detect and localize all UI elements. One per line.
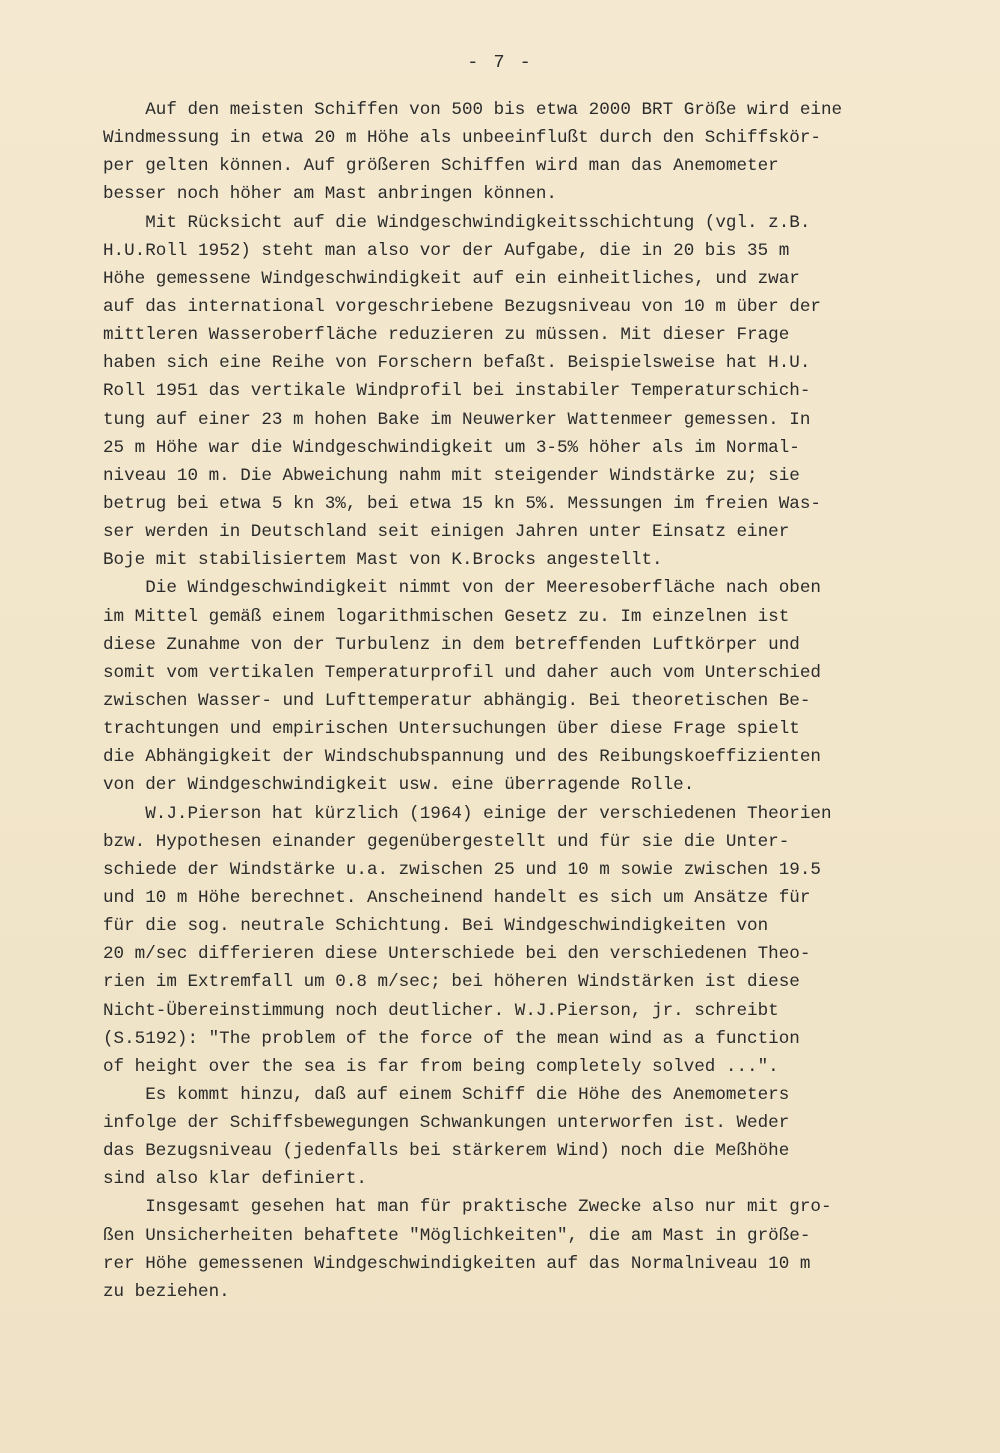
text-line: Die Windgeschwindigkeit nimmt von der Meeresoberfläche nach oben [103, 578, 821, 599]
text-line: Boje mit stabilisiertem Mast von K.Brocks angestellt. [103, 550, 663, 571]
text-line: Auf den meisten Schiffen von 500 bis etwa 2000 BRT Größe wird eine [103, 100, 843, 120]
text-line: Nicht-Übereinstimmung noch deutlicher. W.J.Pierson, jr. schreibt [103, 1000, 779, 1021]
text-line: Roll 1951 das vertikale Windprofil bei instabiler Temperaturschich- [103, 381, 811, 402]
text-line: per gelten können. Auf größeren Schiffen wird man das Anemometer [103, 156, 779, 177]
text-line: diese Zunahme von der Turbulenz in dem betreffenden Luftkörper und [103, 634, 800, 655]
text-line: von der Windgeschwindigkeit usw. eine überragende Rolle. [103, 775, 695, 796]
text-line: (S.5192): "The problem of the force of the mean wind as a function [103, 1028, 800, 1049]
text-line: und 10 m Höhe berechnet. Anscheinend handelt es sich um Ansätze für [103, 887, 811, 908]
text-line: mittleren Wasseroberfläche reduzieren zu müssen. Mit dieser Frage [103, 325, 790, 346]
text-line: somit vom vertikalen Temperaturprofil und daher auch vom Unterschied [103, 662, 821, 683]
text-line: für die sog. neutrale Schichtung. Bei Windgeschwindigkeiten von [103, 916, 769, 937]
paragraph-6 [103, 1193, 903, 1306]
text-line: trachtungen und empirischen Untersuchungen über diese Frage spielt [103, 719, 800, 740]
text-line: Insgesamt gesehen hat man für praktische Zwecke also nur mit gro- [103, 1197, 832, 1218]
text-line: bzw. Hypothesen einander gegenübergestellt und für sie die Unter- [103, 831, 790, 852]
text-line: die Abhängigkeit der Windschubspannung und des Reibungskoeffizienten [103, 747, 821, 768]
text-line: im Mittel gemäß einem logarithmischen Gesetz zu. Im einzelnen ist [103, 606, 790, 627]
paragraph-3 [103, 574, 903, 799]
text-line: zu beziehen. [103, 1281, 230, 1302]
text-line: 25 m Höhe war die Windgeschwindigkeit um 3-5% höher als im Normal- [103, 437, 800, 458]
text-line: rer Höhe gemessenen Windgeschwindigkeiten auf das Normalniveau 10 m [103, 1253, 811, 1274]
text-line: das Bezugsniveau (jedenfalls bei stärkerem Wind) noch die Meßhöhe [103, 1141, 790, 1162]
text-line: Mit Rücksicht auf die Windgeschwindigkeitsschichtung (vgl. z.B. [103, 212, 811, 233]
paragraph-5 [103, 1081, 903, 1194]
page-number: - 7 - [467, 52, 533, 73]
text-line: of height over the sea is far from being completely solved ...". [103, 1056, 779, 1077]
text-line: niveau 10 m. Die Abweichung nahm mit steigender Windstärke zu; sie [103, 465, 800, 486]
text-line: rien im Extremfall um 0.8 m/sec; bei höheren Windstärken ist diese [103, 972, 800, 993]
text-line: sind also klar definiert. [103, 1169, 367, 1190]
text-line: ßen Unsicherheiten behaftete "Möglichkeiten", die am Mast in größe- [103, 1225, 811, 1246]
paragraph-1 [103, 96, 903, 209]
text-line: W.J.Pierson hat kürzlich (1964) einige der verschiedenen Theorien [103, 803, 832, 824]
paragraph-2 [103, 209, 903, 575]
text-line: 20 m/sec differieren diese Unterschiede bei den verschiedenen Theo- [103, 944, 811, 965]
text-line: besser noch höher am Mast anbringen können. [103, 184, 557, 205]
text-line: infolge der Schiffsbewegungen Schwankungen unterworfen ist. Weder [103, 1113, 790, 1134]
text-line: Es kommt hinzu, daß auf einem Schiff die Höhe des Anemometers [103, 1084, 790, 1105]
text-line: betrug bei etwa 5 kn 3%, bei etwa 15 kn 5%. Messungen im freien Was- [103, 493, 821, 514]
paragraph-4 [103, 800, 903, 1081]
text-line: Windmessung in etwa 20 m Höhe als unbeeinflußt durch den Schiffskör- [103, 128, 821, 149]
text-line: auf das international vorgeschriebene Bezugsniveau von 10 m über der [103, 296, 821, 317]
text-line: tung auf einer 23 m hohen Bake im Neuwerker Wattenmeer gemessen. In [103, 409, 811, 430]
body-text [103, 96, 903, 1306]
text-line: Höhe gemessene Windgeschwindigkeit auf ein einheitliches, und zwar [103, 268, 800, 289]
text-line: zwischen Wasser- und Lufttemperatur abhängig. Bei theoretischen Be- [103, 690, 811, 711]
text-line: ser werden in Deutschland seit einigen Jahren unter Einsatz einer [103, 522, 790, 543]
text-line: haben sich eine Reihe von Forschern befaßt. Beispielsweise hat H.U. [103, 353, 811, 374]
text-line: schiede der Windstärke u.a. zwischen 25 und 10 m sowie zwischen 19.5 [103, 859, 821, 880]
text-line: H.U.Roll 1952) steht man also vor der Aufgabe, die in 20 bis 35 m [103, 240, 790, 261]
